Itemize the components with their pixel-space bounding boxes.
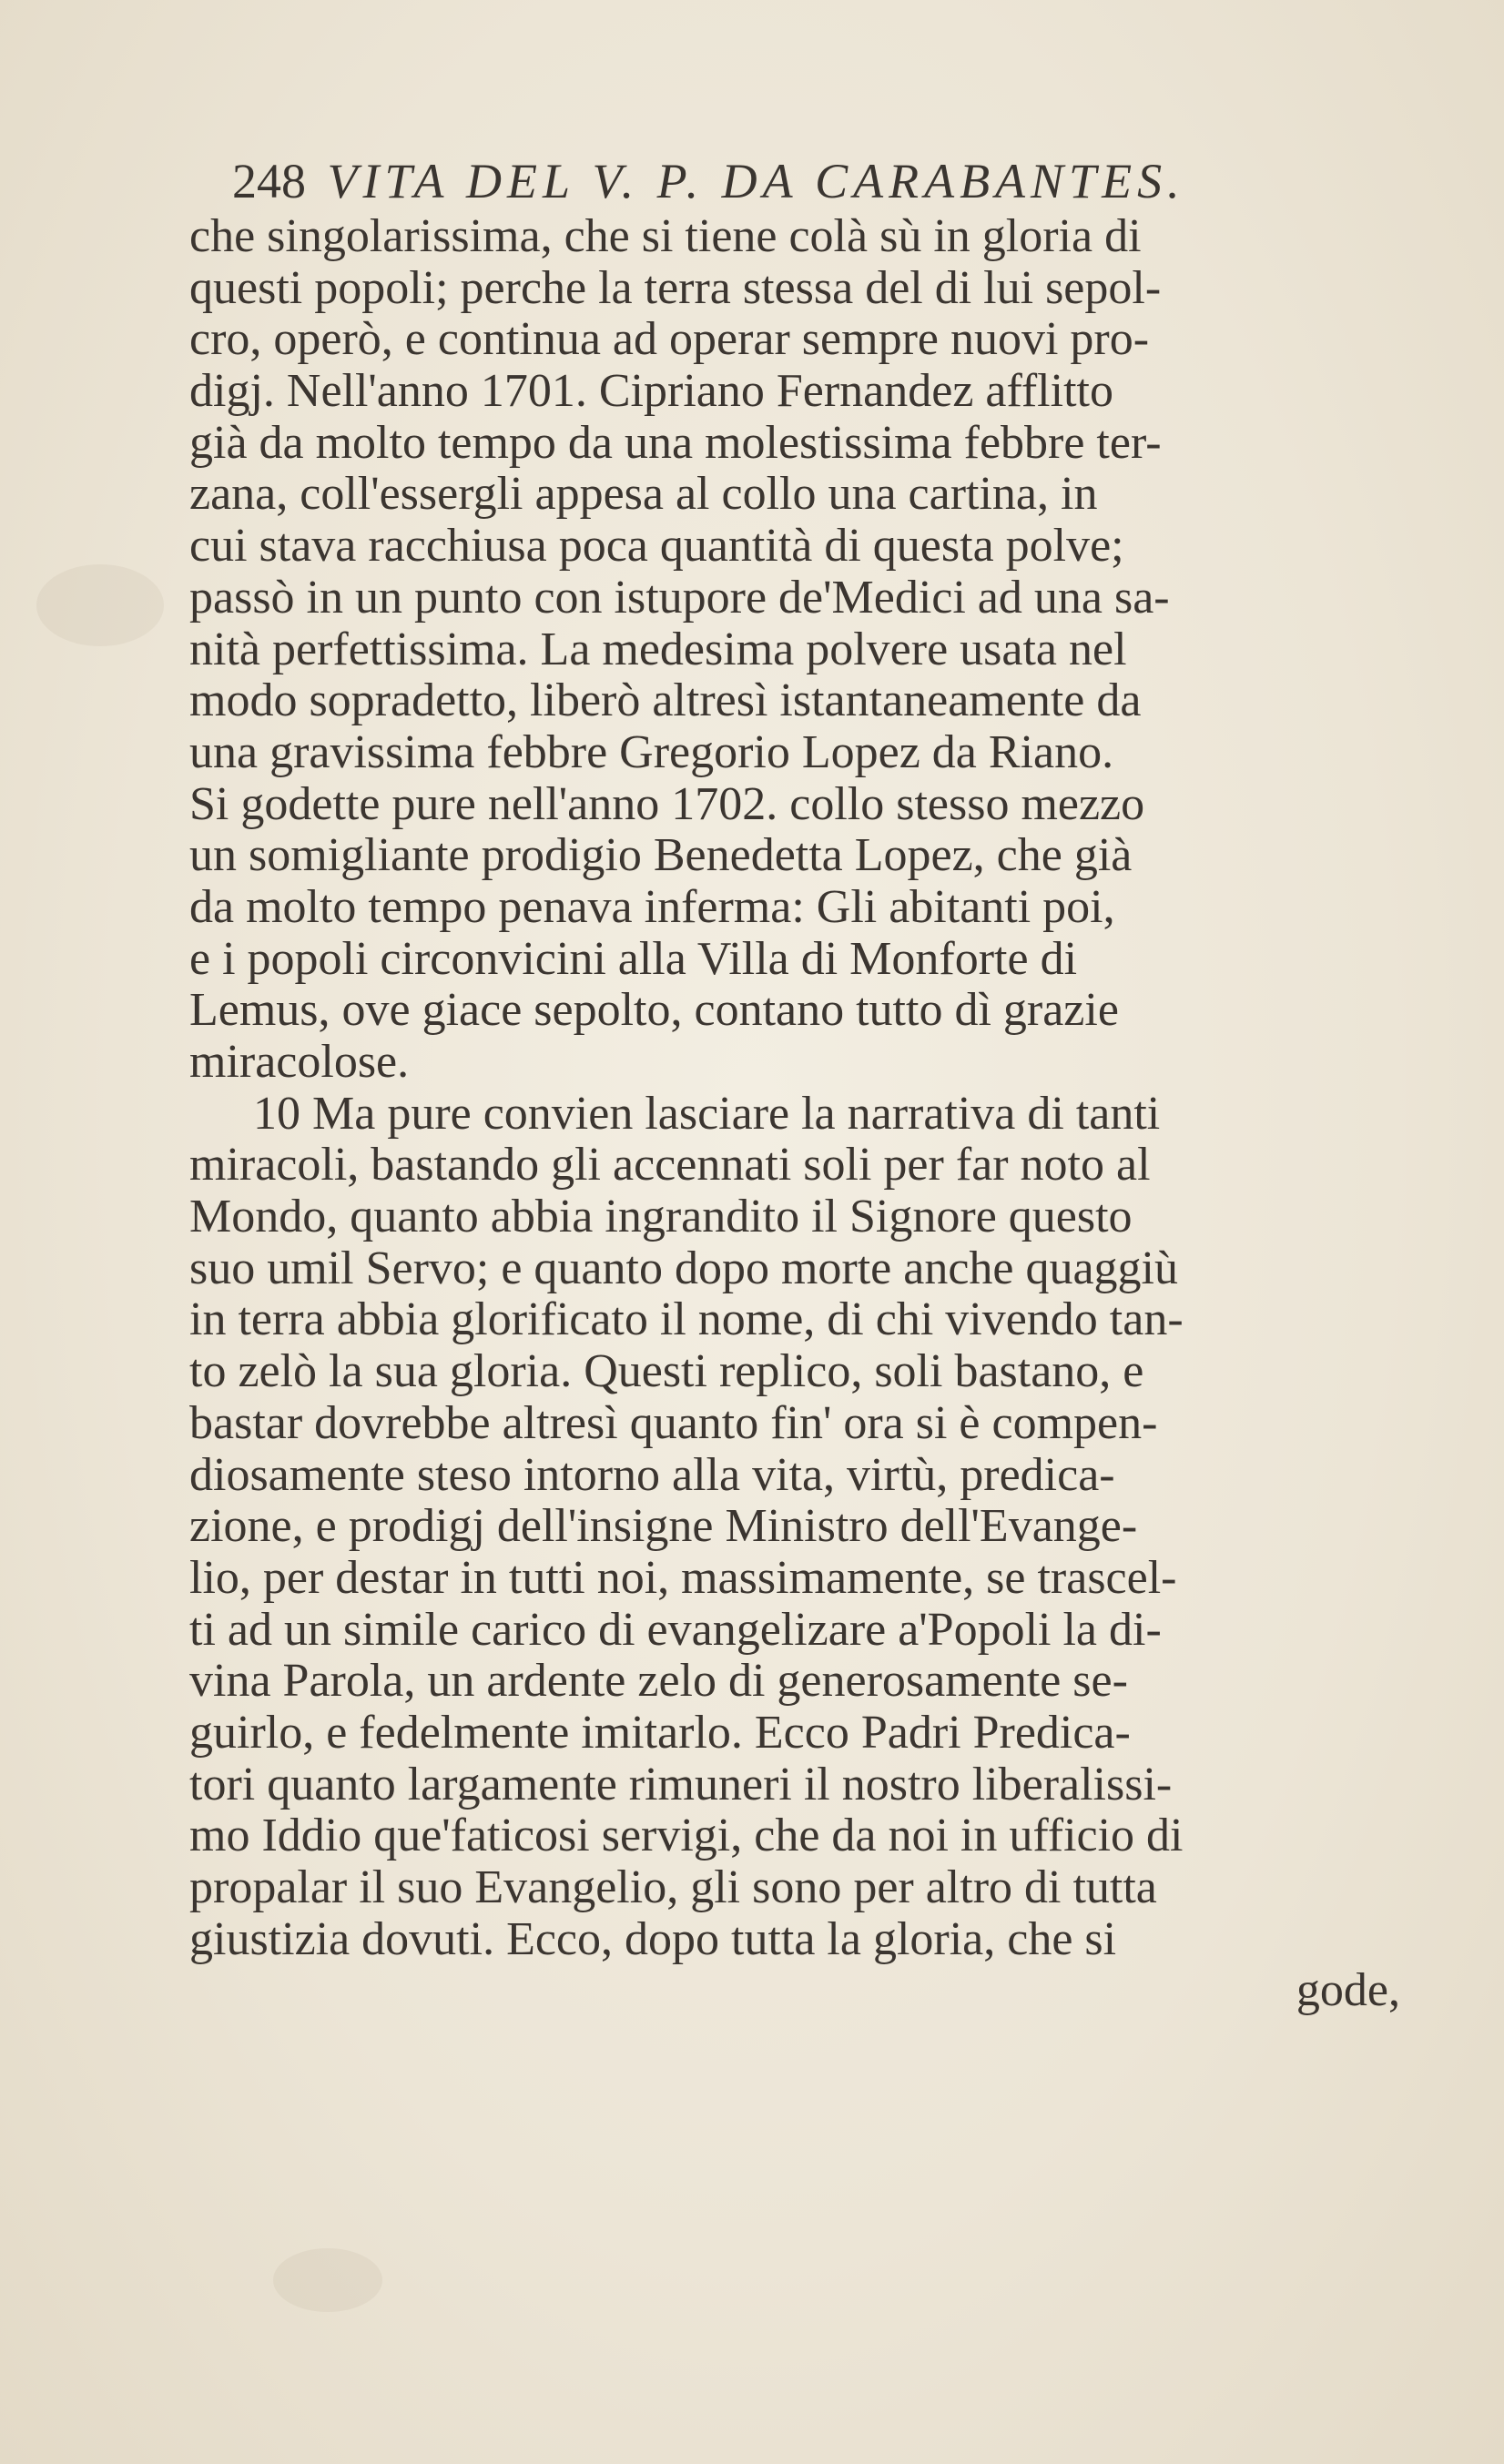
text-line: un somigliante prodigio Benedetta Lopez, che già: [189, 829, 1133, 882]
text-line: Si godette pure nell'anno 1702. collo stesso mezzo: [189, 777, 1145, 830]
text-line: propalar il suo Evangelio, gli sono per altro di tutta: [189, 1861, 1157, 1913]
text-line: questi popoli; perche la terra stessa del di lui sepol-: [189, 261, 1162, 314]
text-line: giustizia dovuti. Ecco, dopo tutta la gloria, che si: [189, 1912, 1117, 1965]
text-line: una gravissima febbre Gregorio Lopez da Riano.: [189, 725, 1114, 778]
text-line: miracolose.: [189, 1036, 410, 1088]
text-line: nità perfettissima. La medesima polvere usata nel: [189, 623, 1127, 675]
text-line: bastar dovrebbe altresì quanto fin' ora si è compen-: [189, 1396, 1158, 1449]
text-line: zana, coll'essergli appesa al collo una cartina, in: [189, 468, 1098, 521]
page-body: [189, 211, 1455, 2017]
text-line: vina Parola, un ardente zelo di generosamente se-: [189, 1655, 1128, 1708]
page-number: 248: [232, 154, 306, 208]
paper-stain: [273, 2248, 382, 2312]
text-line: cui stava racchiusa poca quantità di questa polve;: [189, 520, 1124, 573]
running-title: VITA DEL V. P. DA CARABANTES.: [327, 154, 1185, 208]
paper-stain: [36, 564, 164, 646]
text-line: cro, operò, e continua ad operar sempre nuovi pro-: [189, 313, 1150, 366]
text-line: Mondo, quanto abbia ingrandito il Signore questo: [189, 1191, 1133, 1243]
text-line: in terra abbia glorificato il nome, di chi vivendo tan-: [189, 1293, 1184, 1346]
text-line: Lemus, ove giace sepolto, contano tutto dì grazie: [189, 984, 1119, 1037]
text-line: già da molto tempo da una molestissima febbre ter-: [189, 416, 1162, 469]
text-line: suo umil Servo; e quanto dopo morte anche quaggiù: [189, 1242, 1179, 1294]
text-line: lio, per destar in tutti noi, massimamente, se trascel-: [189, 1551, 1177, 1604]
text-line: miracoli, bastando gli accennati soli per far noto al: [189, 1139, 1151, 1191]
text-line: mo Iddio que'faticosi servigi, che da noi in ufficio di: [189, 1810, 1184, 1862]
text-line: 10 Ma pure convien lasciare la narrativa di tanti: [253, 1087, 1161, 1140]
text-line: to zelò la sua gloria. Questi replico, soli bastano, e: [189, 1345, 1144, 1398]
text-line: da molto tempo penava inferma: Gli abitanti poi,: [189, 880, 1115, 933]
text-line: che singolarissima, che si tiene colà sù in gloria di: [189, 210, 1142, 262]
text-line: digj. Nell'anno 1701. Cipriano Fernandez afflitto: [189, 365, 1113, 418]
text-line: modo sopradetto, liberò altresì istantaneamente da: [189, 674, 1142, 727]
text-line: ti ad un simile carico di evangelizare a'Popoli la di-: [189, 1603, 1162, 1656]
text-line: e i popoli circonvicini alla Villa di Monforte di: [189, 932, 1078, 985]
running-header: [232, 153, 1416, 209]
catchword: gode,: [1296, 1964, 1400, 2017]
text-line: diosamente steso intorno alla vita, virtù, predica-: [189, 1448, 1115, 1501]
text-line: zione, e prodigj dell'insigne Ministro dell'Evange-: [189, 1500, 1138, 1553]
text-line: tori quanto largamente rimuneri il nostro liberalissi-: [189, 1758, 1173, 1810]
text-line: passò in un punto con istupore de'Medici ad una sa-: [189, 571, 1170, 624]
text-line: guirlo, e fedelmente imitarlo. Ecco Padri Predica-: [189, 1706, 1131, 1759]
